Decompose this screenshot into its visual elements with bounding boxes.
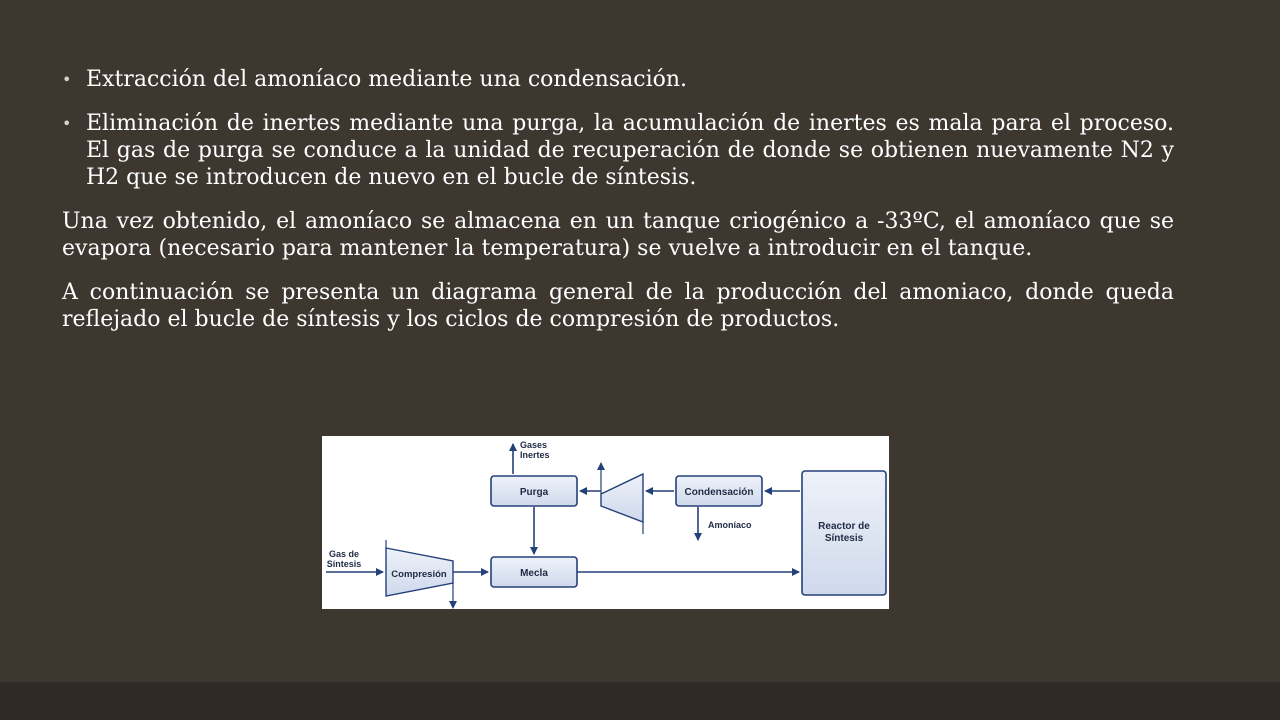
gases-inertes-label: Inertes (520, 450, 550, 460)
bullet-text: Extracción del amoníaco mediante una condensación. (86, 67, 688, 92)
slide-content (62, 66, 1174, 350)
compresion-label: Compresión (391, 569, 447, 580)
bullet-text: Eliminación de inertes mediante una purga, la acumulación de inertes es mala para el proceso. El gas de purga se conduce a la unidad de recuperación de donde se obtienen nuevamente N2 y H2 que se introducen de nuevo en el bucle de síntesis. (86, 111, 1174, 190)
mecla-label: Mecla (520, 568, 548, 579)
bullet-item (62, 66, 1174, 93)
paragraph: A continuación se presenta un diagrama general de la producción del amoniaco, donde queda reflejado el bucle de síntesis y los ciclos de compresión de productos. (62, 280, 1174, 332)
process-diagram (322, 436, 889, 609)
bullet-dot-icon: • (62, 70, 72, 89)
condensacion-label: Condensación (684, 487, 754, 498)
gas-sintesis-label: Gas de (328, 549, 360, 559)
gas-sintesis-label: Síntesis (326, 559, 362, 569)
reactor-label: Síntesis (824, 533, 864, 544)
reactor-label: Reactor de (818, 521, 870, 532)
gases-inertes-label: Gases (520, 440, 548, 450)
paragraph: Una vez obtenido, el amoníaco se almacena en un tanque criogénico a -33ºC, el amoníaco que se evapora (necesario para mantener la temperatura) se vuelve a introducir en el tanque. (62, 209, 1174, 261)
footer-band (0, 682, 1280, 720)
purga-label: Purga (519, 487, 549, 498)
expander-shape (601, 474, 643, 522)
bullet-item (62, 110, 1174, 191)
bullet-dot-icon: • (62, 114, 72, 133)
amoniaco-label: Amoníaco (708, 520, 752, 530)
